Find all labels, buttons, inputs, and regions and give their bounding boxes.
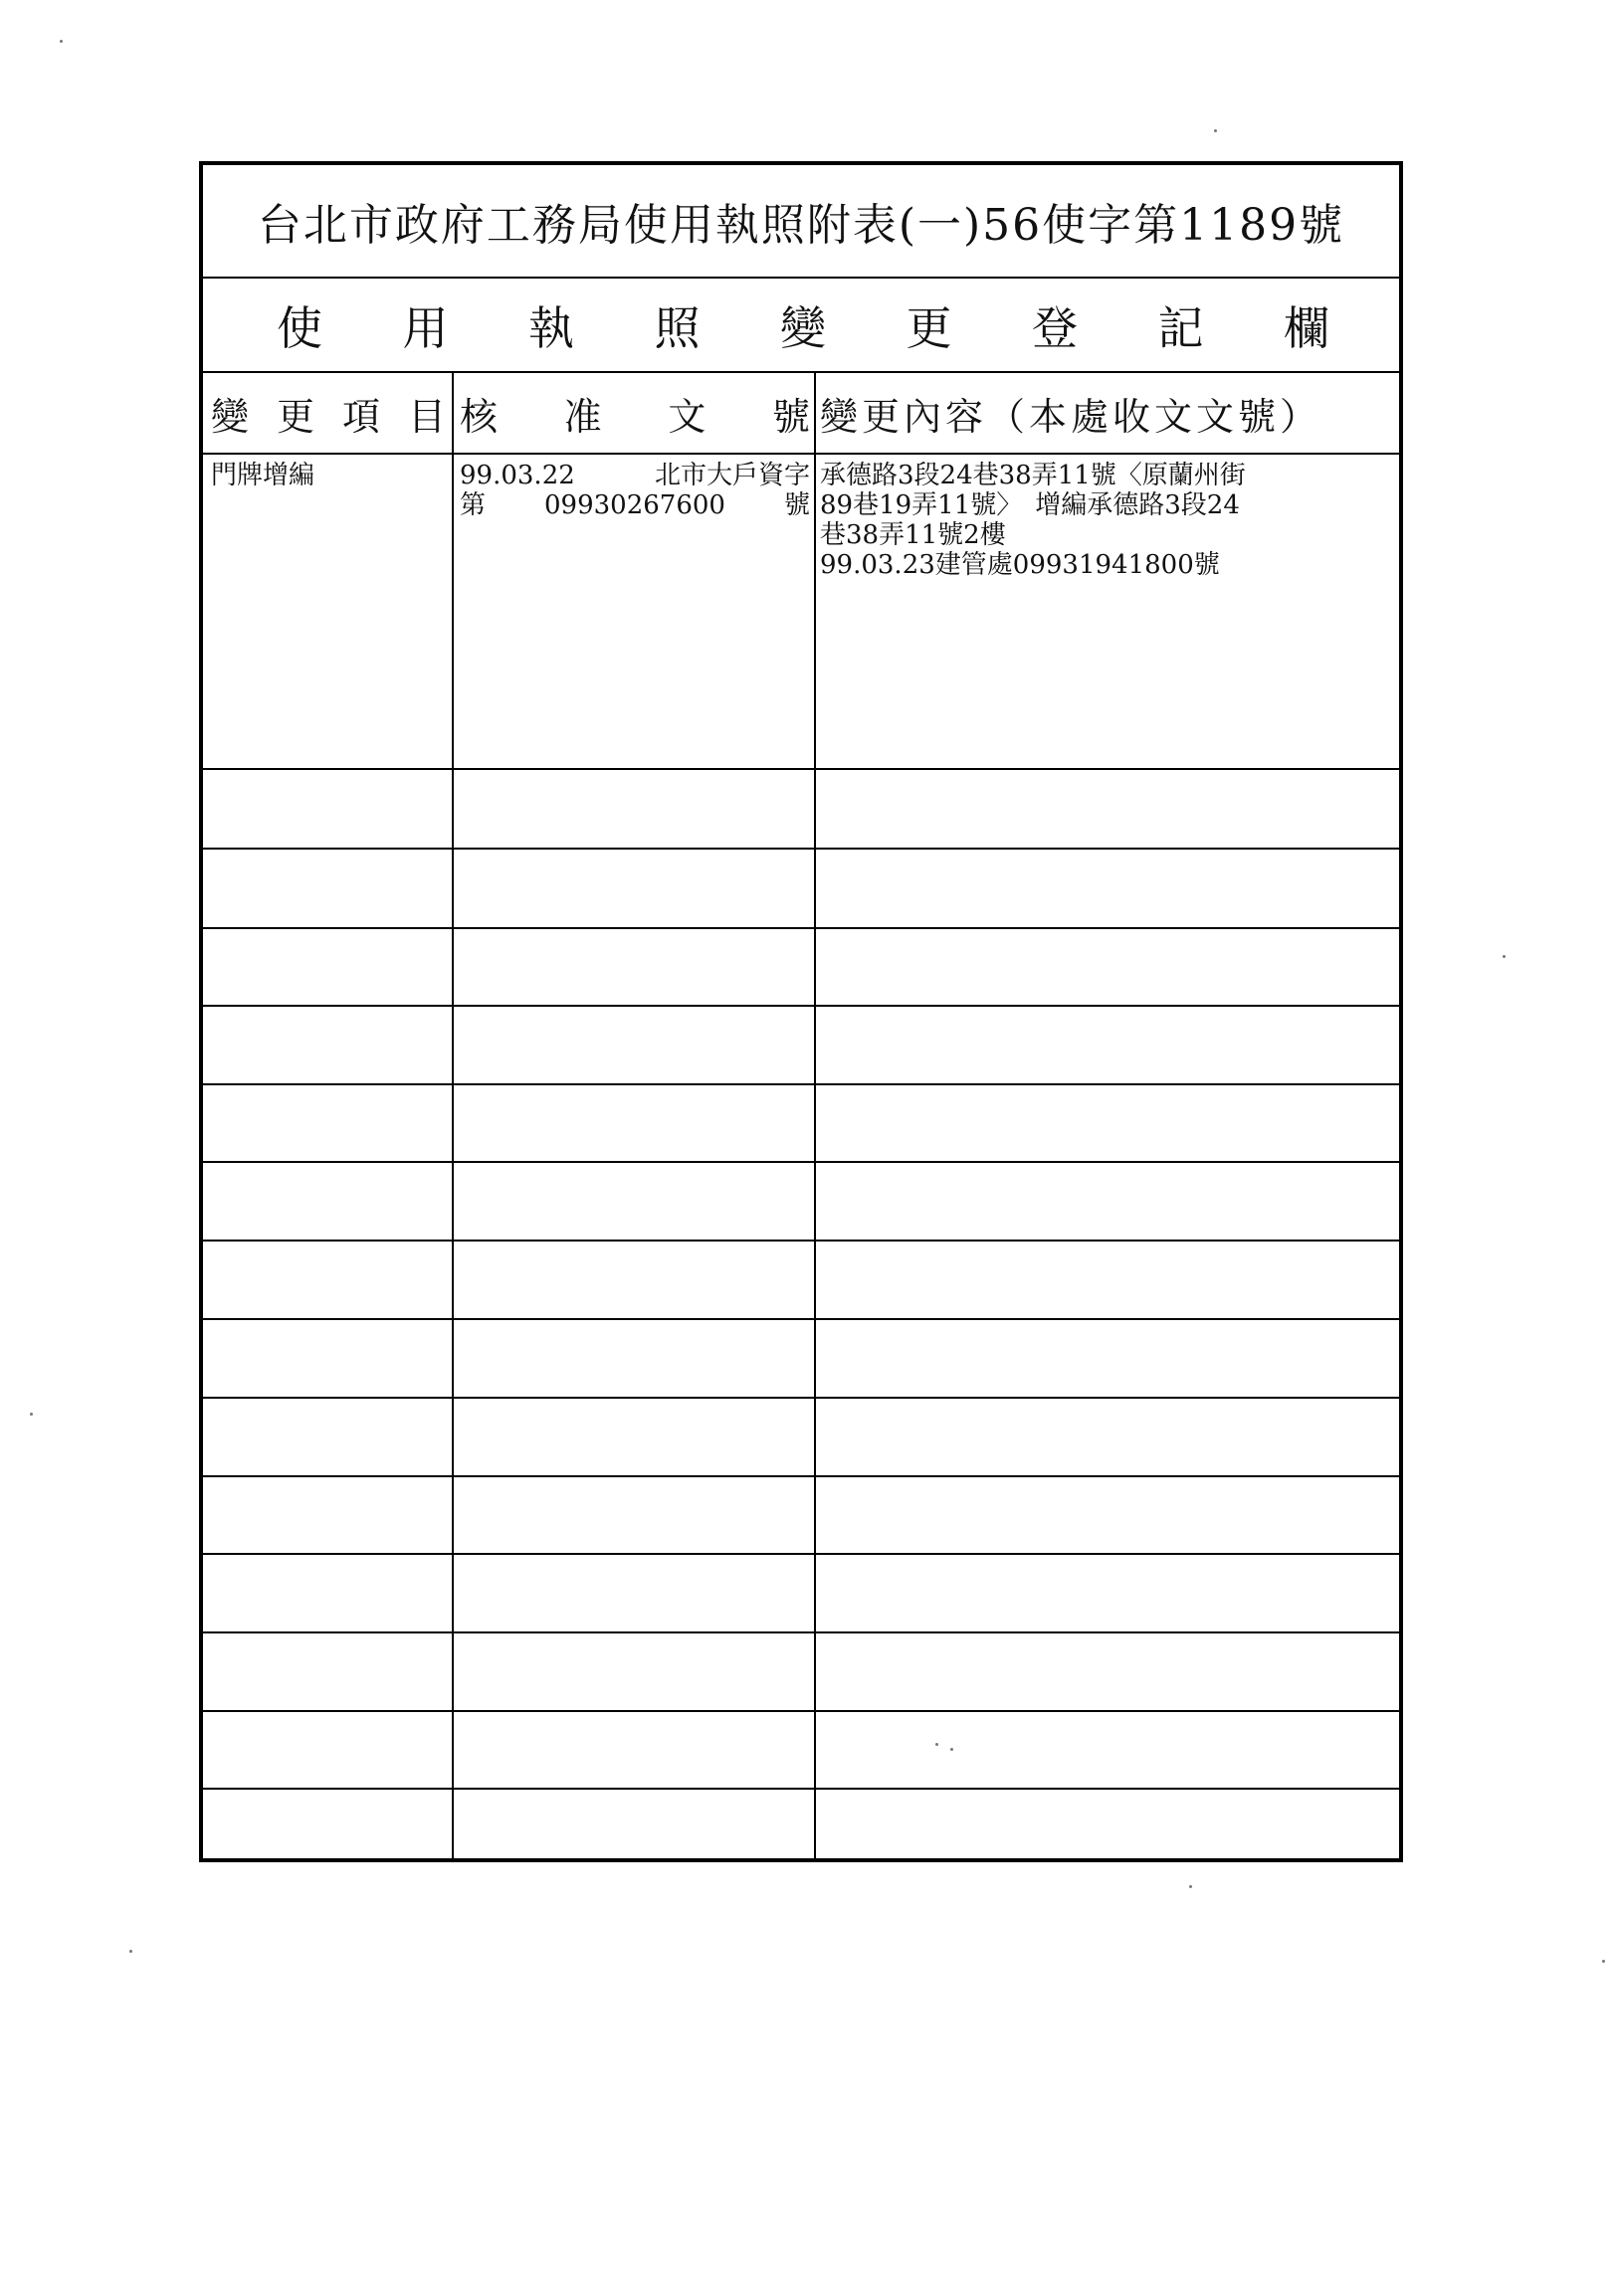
subtitle-char: 執 (528, 300, 574, 355)
approval-doc-number: 09930267600 (544, 490, 725, 520)
content-line: 89巷19弄11號〉 增編承德路3段24 (820, 490, 1240, 520)
entry-change-content (820, 461, 1403, 580)
approval-office: 北市大戶資字 (654, 461, 810, 490)
subtitle-char: 登 (1032, 300, 1078, 355)
entry-approval-number (460, 461, 810, 520)
row-divider (203, 1710, 1399, 1712)
row-divider (203, 768, 1399, 770)
approval-line (460, 461, 810, 490)
approval-line (460, 490, 810, 520)
subtitle-char: 記 (1157, 300, 1204, 355)
row-divider (203, 848, 1399, 850)
subtitle-char: 更 (906, 300, 952, 355)
approval-suffix: 號 (783, 490, 810, 520)
row-divider (203, 1475, 1399, 1477)
approval-prefix: 第 (460, 490, 487, 520)
header-char: 目 (407, 394, 446, 439)
header-char: 准 (563, 394, 602, 439)
row-divider (203, 1005, 1399, 1007)
change-register-table (203, 373, 1399, 1858)
column-divider (814, 373, 816, 1858)
header-char: 變 (211, 394, 250, 439)
subtitle-char: 用 (402, 300, 449, 355)
scan-speck (1503, 955, 1506, 958)
subtitle-char: 使 (277, 300, 322, 355)
scan-speck (129, 1950, 132, 1953)
content-line: 承德路3段24巷38弄11號〈原蘭州街 (820, 461, 1246, 490)
subtitle-char: 照 (654, 300, 701, 355)
column-divider (452, 373, 454, 1858)
header-char: 核 (460, 394, 499, 439)
form-subtitle (203, 279, 1399, 373)
header-char: 更 (276, 394, 314, 439)
header-change-content (820, 373, 1401, 453)
row-divider (203, 1318, 1399, 1320)
content-line: 巷38弄11號2樓 (820, 520, 1006, 550)
row-divider (203, 1788, 1399, 1790)
header-char: 文 (668, 394, 707, 439)
row-divider (203, 1553, 1399, 1555)
scan-speck (1602, 1960, 1605, 1963)
header-char: 項 (341, 394, 380, 439)
scan-speck (30, 1413, 33, 1416)
usage-permit-change-form (199, 161, 1403, 1862)
form-title-text: 台北市政府工務局使用執照附表(一)56使字第1189號 (257, 200, 1345, 251)
subtitle-char: 變 (780, 300, 826, 355)
subtitle-char: 欄 (1284, 300, 1329, 355)
entry-change-item: 門牌增編 (211, 461, 315, 490)
row-divider (203, 1240, 1399, 1242)
row-divider (203, 927, 1399, 929)
content-line: 99.03.23建管處09931941800號 (820, 550, 1220, 580)
row-divider (203, 1631, 1399, 1633)
header-char: 號 (771, 394, 810, 439)
header-text: 變更內容（本處收文文號） (820, 394, 1322, 439)
header-change-item (211, 373, 446, 453)
row-divider (203, 1397, 1399, 1399)
form-title (203, 165, 1399, 279)
approval-date: 99.03.22 (460, 461, 575, 490)
row-divider (203, 453, 1399, 455)
row-divider (203, 1161, 1399, 1163)
row-divider (203, 1083, 1399, 1085)
scan-speck (60, 40, 63, 43)
scan-speck (1214, 129, 1217, 132)
scan-speck (1189, 1885, 1192, 1888)
header-approval-number (460, 373, 810, 453)
